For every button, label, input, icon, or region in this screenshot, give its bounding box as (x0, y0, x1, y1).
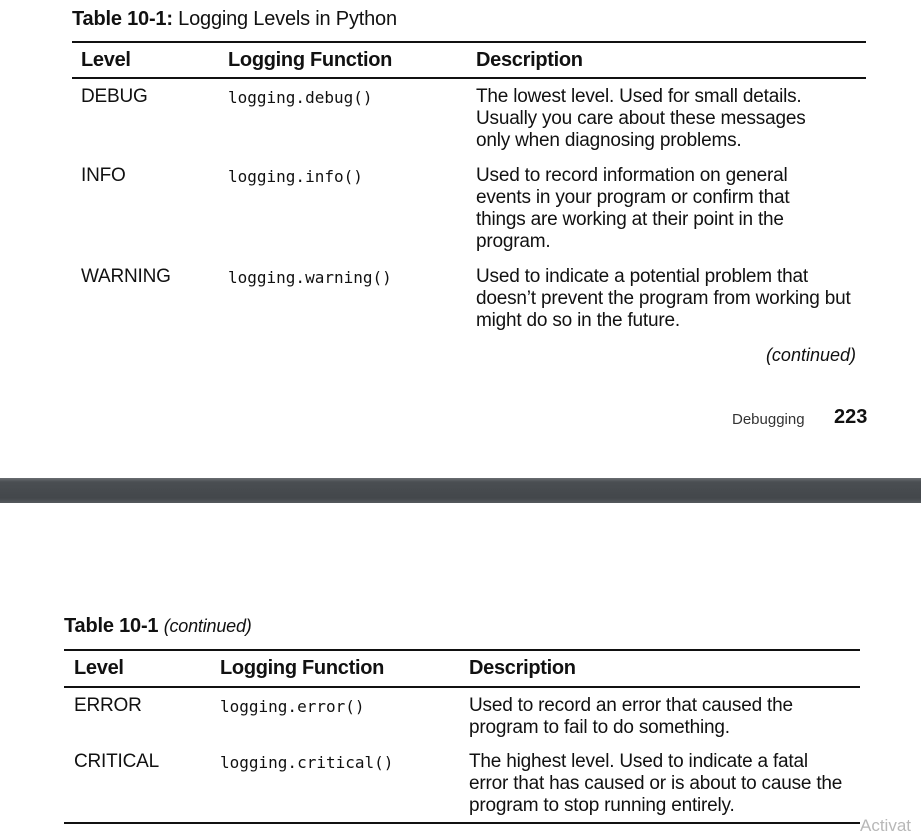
continued-note: (continued) (765, 345, 856, 365)
page-separator (0, 478, 921, 503)
table-top-rule (64, 649, 860, 651)
table-row-description: The highest level. Used to indicate a fatal error that has caused or is about to cause the program to stop running entirely. (469, 751, 843, 816)
running-footer-section: Debugging (732, 411, 805, 428)
table-row-description: Used to record an error that caused the program to fail to do something. (469, 695, 793, 738)
column-header-function: Logging Function (228, 49, 393, 71)
table-row-function: logging.info() (228, 167, 363, 186)
table-caption-label: Table 10-1: (72, 8, 173, 30)
table-caption-label: Table 10-1 (64, 615, 159, 637)
table-row-level: WARNING (81, 266, 171, 287)
table-bottom-rule (64, 822, 860, 824)
column-header-level: Level (74, 657, 124, 679)
activation-watermark: Activat (860, 816, 912, 835)
table-row-function: logging.critical() (220, 753, 394, 772)
table-caption (64, 615, 252, 638)
table-header-rule (64, 686, 860, 688)
table-row-function: logging.warning() (228, 268, 392, 287)
table-row-description: Used to record information on general events in your program or confirm that things are working at their point in the program. (476, 165, 790, 252)
table-row-level: CRITICAL (74, 751, 159, 772)
column-header-description: Description (476, 49, 583, 71)
column-header-description: Description (469, 657, 576, 679)
table-caption-note: (continued) (163, 616, 252, 636)
page-number: 223 (834, 406, 868, 428)
table-row-function: logging.debug() (228, 88, 373, 107)
table-row-description: Used to indicate a potential problem that doesn’t prevent the program from working but might do so in the future. (476, 266, 851, 331)
column-header-level: Level (81, 49, 131, 71)
table-caption (72, 8, 397, 31)
table-top-rule (72, 41, 866, 43)
table-row-function: logging.error() (220, 697, 365, 716)
table-caption-title: Logging Levels in Python (178, 8, 397, 30)
page-224 (0, 503, 921, 836)
table-row-level: INFO (81, 165, 126, 186)
table-row-description: The lowest level. Used for small details. Usually you care about these messages only when diagnosing problems. (476, 86, 806, 151)
table-header-rule (72, 77, 866, 79)
table-row-level: ERROR (74, 695, 142, 716)
column-header-function: Logging Function (220, 657, 385, 679)
table-row-level: DEBUG (81, 86, 148, 107)
